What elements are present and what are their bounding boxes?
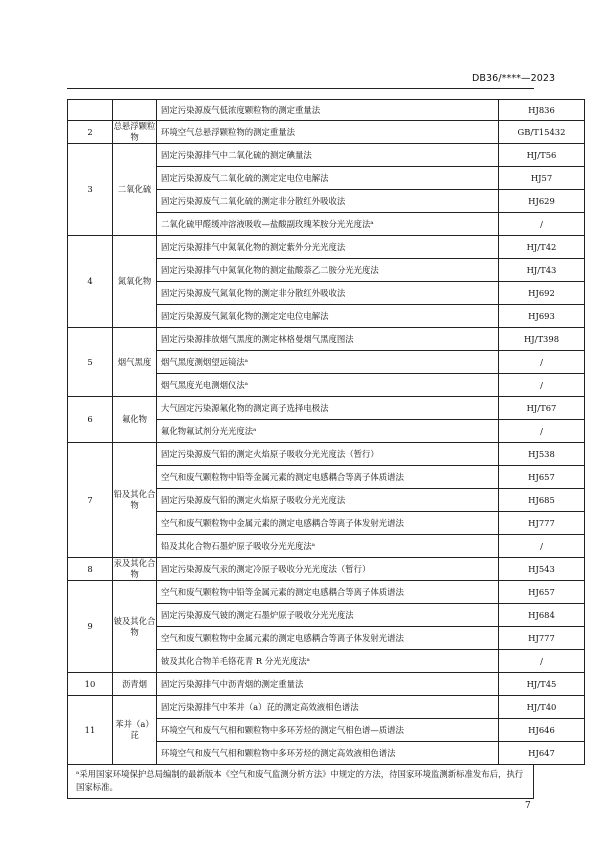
method-name: 氟化物氟试剂分光光度法ᵃ	[157, 420, 499, 443]
standard-number: /	[499, 535, 585, 558]
method-name: 固定污染源废气铅的测定火焰原子吸收分光光度法	[157, 489, 499, 512]
pollutant-category	[113, 100, 157, 121]
method-name: 烟气黑度光电测烟仪法ᵃ	[157, 374, 499, 397]
standard-id: DB36/****—2023	[472, 73, 556, 84]
pollutant-category: 总悬浮颗粒物	[113, 121, 156, 142]
standard-number: HJ/T40	[499, 696, 585, 719]
row-number: 9	[68, 581, 113, 673]
standard-number: HJ629	[499, 190, 585, 213]
standard-number: HJ/T45	[499, 673, 585, 696]
standard-number: HJ543	[499, 558, 585, 581]
method-name: 铍及其化合物羊毛铬花青 R 分光光度法ᵃ	[157, 650, 499, 673]
pollutant-category: 汞及其化合物	[113, 558, 156, 579]
standard-number: HJ/T42	[499, 236, 585, 259]
standard-number: /	[499, 213, 585, 236]
row-number	[68, 100, 113, 121]
method-name: 烟气黑度测烟望远镜法ᵃ	[157, 351, 499, 374]
method-name: 固定污染源排气中二氧化硫的测定碘量法	[157, 144, 499, 167]
table-footnote: ᵃ采用国家环境保护总局编制的最新版本《空气和废气监测分析方法》中规定的方法，待国家环境监测新标准发布后，执行国家标准。	[67, 765, 534, 799]
standard-number: HJ777	[499, 512, 585, 535]
method-name: 环境空气和废气气相和颗粒物中多环芳烃的测定高效液相色谱法	[157, 742, 499, 765]
table-row	[68, 100, 585, 121]
standard-number: HJ/T43	[499, 259, 585, 282]
method-name: 固定污染源废气汞的测定冷原子吸收分光光度法（暂行）	[157, 558, 499, 581]
table-row	[68, 144, 585, 167]
table-row	[68, 397, 585, 420]
method-name: 铅及其化合物石墨炉原子吸收分光光度法ᵃ	[157, 535, 499, 558]
standard-number: /	[499, 650, 585, 673]
page-number: 7	[525, 801, 531, 811]
standard-number: /	[499, 420, 585, 443]
row-number: 3	[68, 144, 113, 236]
monitoring-methods-table	[67, 99, 585, 765]
row-number: 10	[68, 673, 113, 696]
pollutant-category: 氟化物	[113, 397, 157, 443]
method-name: 大气固定污染源氟化物的测定离子选择电极法	[157, 397, 499, 420]
method-name: 固定污染源废气铍的测定石墨炉原子吸收分光光度法	[157, 604, 499, 627]
pollutant-category: 苯并（a）芘	[113, 696, 157, 765]
pollutant-category: 沥青烟	[113, 673, 157, 696]
row-number: 6	[68, 397, 113, 443]
standard-number: HJ657	[499, 466, 585, 489]
method-name: 固定污染源废气二氧化硫的测定非分散红外吸收法	[157, 190, 499, 213]
method-name: 环境空气和废气气相和颗粒物中多环芳烃的测定气相色谱—质谱法	[157, 719, 499, 742]
method-name: 空气和废气颗粒物中金属元素的测定电感耦合等离子体发射光谱法	[157, 627, 499, 650]
pollutant-category: 烟气黑度	[113, 328, 157, 397]
standard-number: HJ/T67	[499, 397, 585, 420]
standard-number: HJ57	[499, 167, 585, 190]
pollutant-category: 铅及其化合物	[113, 443, 157, 558]
standard-number: GB/T15432	[499, 121, 585, 144]
standard-number: HJ836	[499, 100, 585, 121]
standard-number: HJ/T56	[499, 144, 585, 167]
row-number: 5	[68, 328, 113, 397]
method-name: 空气和废气颗粒物中铅等金属元素的测定电感耦合等离子体质谱法	[157, 581, 499, 604]
method-name: 固定污染源排气中苯并（a）芘的测定高效液相色谱法	[157, 696, 499, 719]
standard-number: HJ685	[499, 489, 585, 512]
method-name: 固定污染源废气铅的测定火焰原子吸收分光光度法（暂行）	[157, 443, 499, 466]
standard-number: HJ777	[499, 627, 585, 650]
standard-number: HJ657	[499, 581, 585, 604]
row-number: 7	[68, 443, 113, 558]
pollutant-category: 氮氧化物	[113, 236, 157, 328]
row-number: 11	[68, 696, 113, 765]
method-name: 固定污染源废气氮氧化物的测定非分散红外吸收法	[157, 282, 499, 305]
standard-number: HJ647	[499, 742, 585, 765]
row-number: 4	[68, 236, 113, 328]
method-name: 固定污染源废气低浓度颗粒物的测定重量法	[157, 100, 499, 121]
method-name: 环境空气总悬浮颗粒物的测定重量法	[157, 121, 499, 144]
pollutant-category: 二氧化硫	[113, 144, 157, 236]
standard-number: HJ692	[499, 282, 585, 305]
standard-number: /	[499, 374, 585, 397]
method-name: 固定污染源排气中沥青烟的测定重量法	[157, 673, 499, 696]
standard-number: /	[499, 351, 585, 374]
table-row	[68, 121, 585, 144]
row-number: 8	[68, 558, 113, 581]
pollutant-category: 铍及其化合物	[113, 581, 157, 673]
row-number: 2	[68, 121, 113, 144]
standard-number: HJ/T398	[499, 328, 585, 351]
method-name: 固定污染源排放烟气黑度的测定林格曼烟气黑度图法	[157, 328, 499, 351]
method-name: 固定污染源废气氮氧化物的测定定电位电解法	[157, 305, 499, 328]
standard-number: HJ646	[499, 719, 585, 742]
method-name: 二氧化硫甲醛缓冲溶液吸收—盐酸副玫瑰苯胺分光光度法ᵃ	[157, 213, 499, 236]
table-row	[68, 236, 585, 259]
standard-number: HJ693	[499, 305, 585, 328]
method-name: 空气和废气颗粒物中铅等金属元素的测定电感耦合等离子体质谱法	[157, 466, 499, 489]
table-row	[68, 581, 585, 604]
method-name: 固定污染源废气二氧化硫的测定定电位电解法	[157, 167, 499, 190]
table-row	[68, 558, 585, 581]
method-name: 空气和废气颗粒物中金属元素的测定电感耦合等离子体发射光谱法	[157, 512, 499, 535]
standard-number: HJ538	[499, 443, 585, 466]
standard-number: HJ684	[499, 604, 585, 627]
header-rule	[67, 88, 534, 89]
table-row	[68, 443, 585, 466]
table-row	[68, 328, 585, 351]
method-name: 固定污染源排气中氮氧化物的测定紫外分光光度法	[157, 236, 499, 259]
table-row	[68, 696, 585, 719]
table-row	[68, 673, 585, 696]
method-name: 固定污染源排气中氮氧化物的测定盐酸萘乙二胺分光光度法	[157, 259, 499, 282]
